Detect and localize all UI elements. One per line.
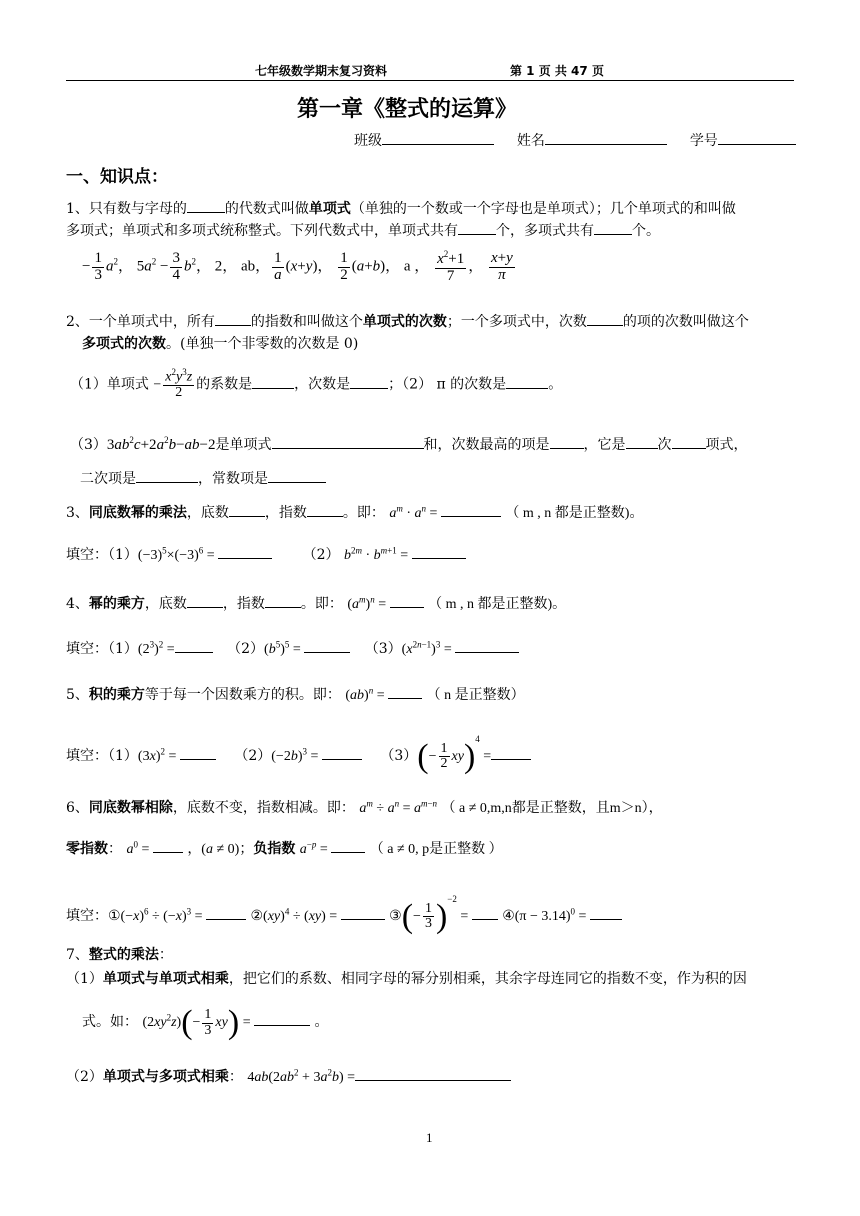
blank[interactable] [187,593,223,608]
item1-line2: 多项式；单项式和多项式统称整式。下列代数式中，单项式共有 个，多项式共有 个。 [66,220,660,240]
student-fields [354,130,796,150]
header-page-info: 第 1 页 共 47 页 [510,64,604,78]
blank[interactable] [388,684,422,699]
class-blank[interactable] [382,130,494,145]
blank[interactable] [215,311,251,326]
blank[interactable] [594,220,632,235]
blank[interactable] [390,593,424,608]
blank[interactable] [272,434,424,449]
blank[interactable] [455,638,519,653]
expression-list: − $\frac{1}{3}$ $a^2$， $5a^2$ − $\frac{3}{4}$ $b^2$， 2， ab， $\frac{1}{a}$ (x+y)， $\frac{1}{2}$ (a+b)， a ， $\frac{x^2+1}{7}$ ， $\frac{x+y}{\pi}$ [82,249,513,284]
blank[interactable] [175,638,213,653]
blank[interactable] [491,745,531,760]
item6-fill: 填空：$①(-x)^6 \div (-x)^3$ = ②(xy)$^4$ ÷ (xy) = ③(− $\frac{1}{3}$ )$^{-2}$ = ④(π − 3.14)$^0$ = [66,894,622,936]
item6-rule: 6、同底数幂相除，底数不变，指数相减。即： $a^m \div a^n = a^{m-n}$ （ a ≠ 0,m,n都是正整数，且m＞n）， [66,798,663,816]
page-number: 1 [426,1130,433,1145]
item2-line1: 2、一个单项式中，所有 的指数和叫做这个单项式的次数；一个多项式中，次数 的项的次数叫做这个 [66,311,749,331]
blank[interactable] [472,905,498,920]
blank[interactable] [626,434,658,449]
blank[interactable] [350,374,388,389]
section-heading: 一、知识点： [66,167,168,187]
blank[interactable] [550,434,584,449]
blank[interactable] [307,502,343,517]
header-rule [66,80,794,81]
item3-rule: 3、同底数幂的乘法，底数 ，指数 。即： $a^m \cdot a^n$ = （ m , n 都是正整数)。 [66,503,644,521]
item2-question1: （1）单项式 − $\frac{x^2y^3z}{2}$ 的系数是 ，次数是 ；（2） π 的次数是 。 [70,367,563,401]
blank[interactable] [331,838,365,853]
item7-heading: 7、整式的乘法： [66,947,173,963]
header-left: 七年级数学期末复习资料 [255,64,388,78]
blank[interactable] [590,905,622,920]
blank[interactable] [265,593,301,608]
item2-question3-line2: 二次项是 ，常数项是 [80,468,326,488]
blank[interactable] [322,745,362,760]
blank[interactable] [412,544,466,559]
blank[interactable] [341,905,385,920]
blank[interactable] [254,1011,310,1026]
page-title: 第一章《整式的运算》 [297,97,518,122]
item7-1-line1: （1）单项式与单项式相乘，把它们的系数、相同字母的幂分别相乘，其余字母连同它的指数不变，作为积的因 [66,971,747,987]
blank[interactable] [355,1066,511,1081]
item5-fill: 填空：$(1)(3x)^2 = (2)(-2b)^3 = (3)(-$ $\frac{1}{2}$ xy)$^4$ = [66,734,531,776]
item7-1-line2: 式。如： $(2xy^2z)(-$ $\frac{1}{3}$ xy) = 。 [82,1004,329,1041]
blank[interactable] [229,502,265,517]
blank[interactable] [153,838,183,853]
zero-negative-exponent: 零指数： $a^0$ = ，(a ≠ 0)；负指数 $a^{-p}$ = （ a ≠ 0, p是正整数 ） [66,839,503,857]
item4-fill: 填空：$(1)(2^3)^2 = (2)(b^5)^5 = (3)(x^{2n-1})^3$ = [66,638,519,658]
blank[interactable] [206,905,246,920]
blank[interactable] [187,198,225,213]
blank[interactable] [458,220,496,235]
name-blank[interactable] [545,130,667,145]
id-label: 学号 [689,133,718,149]
item2-question3: $(3)3ab^2c+2a^2b-ab-2$是单项式 和，次数最高的项是 ，它是 次 项式， [70,435,748,453]
blank[interactable] [304,638,350,653]
item5-rule: 5、积的乘方等于每一个因数乘方的积。即： (ab)$^n$ = （ n 是正整数） [66,685,525,703]
id-blank[interactable] [718,130,796,145]
name-label: 姓名 [516,133,545,149]
blank[interactable] [180,745,216,760]
item3-fill: 填空：$(1)(-3)^5\times(-3)^6 = (2) b^{2m} \cdot b^{m+1}$ = [66,544,466,564]
item7-2: （2）单项式与多项式相乘： $4ab(2ab^2 + 3a^2b)$ = [66,1066,511,1086]
item2-line2: 多项式的次数。(单独一个非零数的次数是 0) [82,336,359,352]
blank[interactable] [506,374,548,389]
blank[interactable] [672,434,706,449]
blank[interactable] [268,468,326,483]
class-label: 班级 [354,133,382,149]
blank[interactable] [441,502,501,517]
blank[interactable] [252,374,294,389]
blank[interactable] [136,468,198,483]
blank[interactable] [587,311,623,326]
item1-line1: 1、只有数与字母的 的代数式叫做单项式（单独的一个数或一个字母也是单项式）；几个单项式的和叫做 [66,198,736,218]
blank[interactable] [218,544,272,559]
item4-rule: 4、幂的乘方，底数 ，指数 。即： $(a^m)^n$ = （ m , n 都是正整数)。 [66,594,567,612]
